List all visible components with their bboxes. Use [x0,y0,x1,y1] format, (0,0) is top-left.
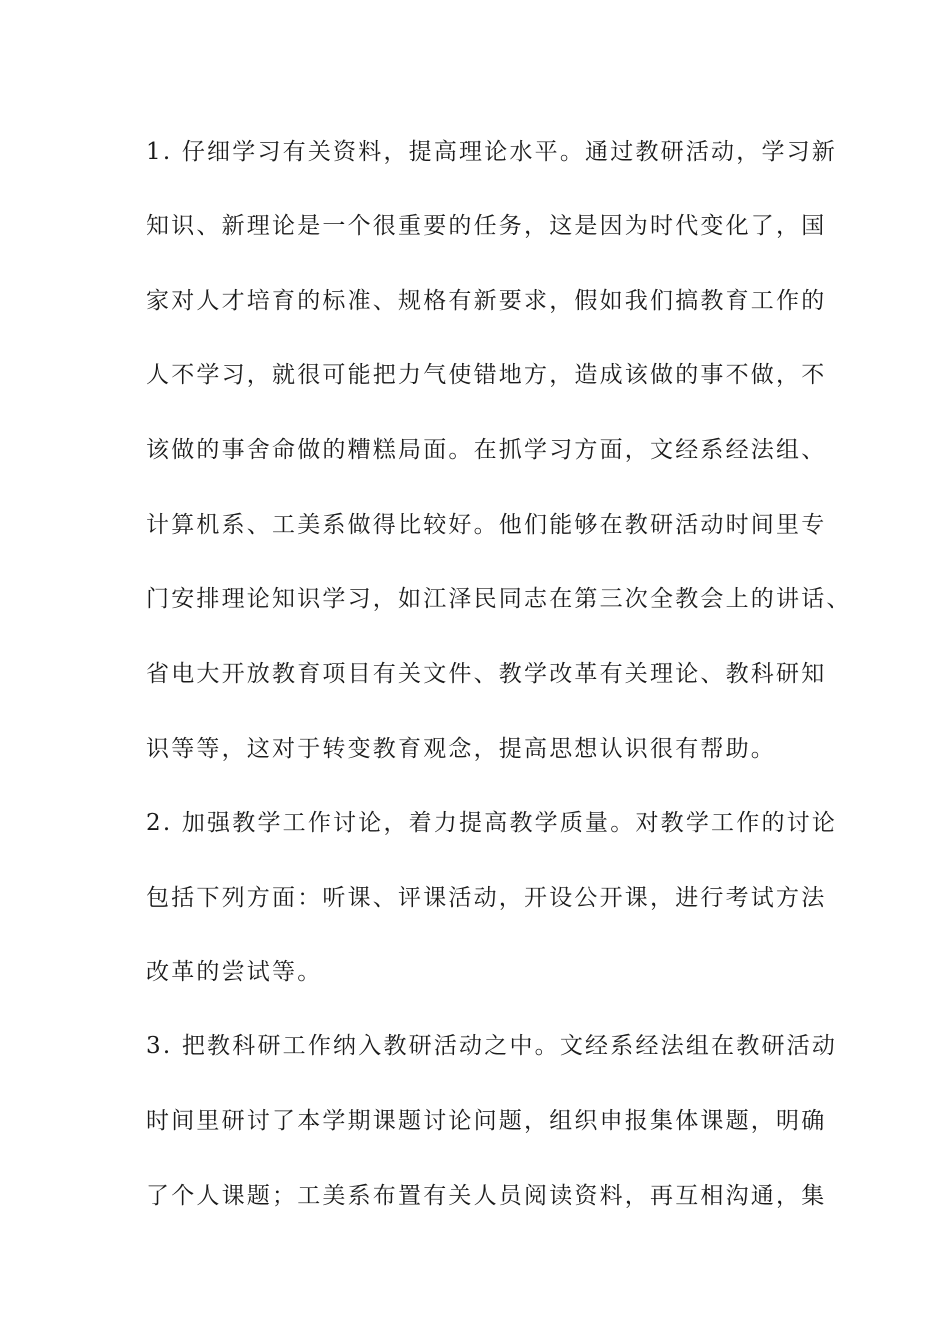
text-line: 家对人才培育的标准、规格有新要求，假如我们搞教育工作的 [146,288,827,314]
text-line: 知识、新理论是一个很重要的任务，这是因为时代变化了，国 [146,213,827,239]
text-line: 该做的事舍命做的糟糕局面。在抓学习方面，文经系经法组、 [146,437,827,463]
text-line: 计算机系、工美系做得比较好。他们能够在教研活动时间里专 [146,512,827,538]
text-line: 改革的尝试等。 [146,959,323,985]
text-line: 3. 把教科研工作纳入教研活动之中。文经系经法组在教研活动 [146,1033,838,1059]
text-line: 人不学习，就很可能把力气使错地方，造成该做的事不做，不 [146,362,827,388]
text-line: 包括下列方面：听课、评课活动，开设公开课，进行考试方法 [146,885,827,911]
text-line: 1. 仔细学习有关资料，提高理论水平。通过教研活动，学习新 [146,139,838,165]
text-line: 省电大开放教育项目有关文件、教学改革有关理论、教科研知 [146,661,827,687]
text-line: 2. 加强教学工作讨论，着力提高教学质量。对教学工作的讨论 [146,810,838,836]
text-line: 了个人课题；工美系布置有关人员阅读资料，再互相沟通，集 [146,1183,827,1209]
text-line: 时间里研讨了本学期课题讨论问题，组织申报集体课题，明确 [146,1108,827,1134]
text-line: 识等等，这对于转变教育观念，提高思想认识很有帮助。 [146,736,776,762]
text-line: 门安排理论知识学习，如江泽民同志在第三次全教会上的讲话、 [146,586,852,612]
